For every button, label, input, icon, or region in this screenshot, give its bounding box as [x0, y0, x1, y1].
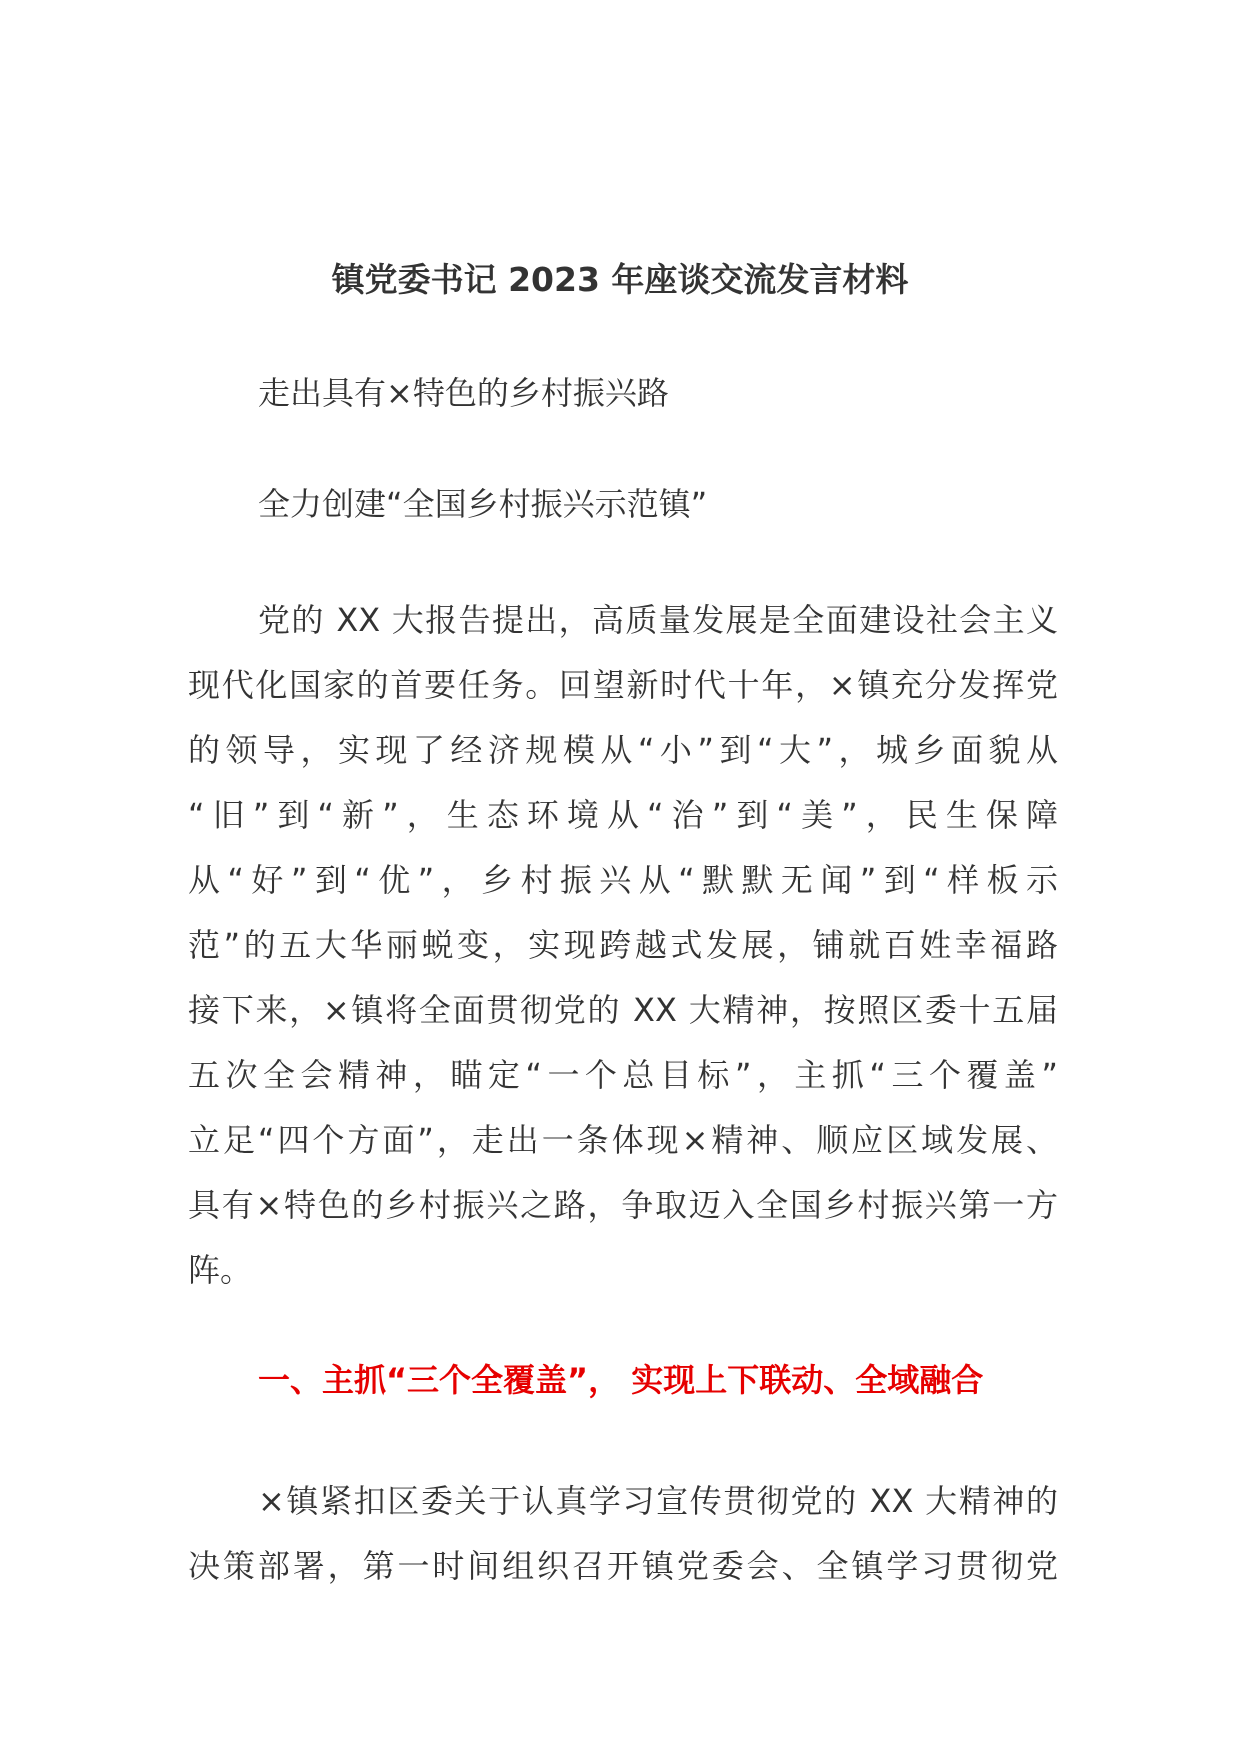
paragraph-line: 现代化国家的首要任务。回望新时代十年，×镇充分发挥党 — [188, 666, 1058, 704]
paragraph-line: 决策部署，第一时间组织召开镇党委会、全镇学习贯彻党 — [188, 1547, 1058, 1585]
body-paragraph-1 — [188, 588, 1058, 1303]
paragraph-line: 从“好”到“优”，乡村振兴从“默默无闻”到“样板示 — [188, 861, 1058, 899]
body-paragraph-2 — [188, 1469, 1058, 1599]
paragraph-line: 阵。 — [188, 1251, 253, 1289]
paragraph-line: 党的 XX 大报告提出，高质量发展是全面建设社会主义 — [258, 601, 1058, 639]
paragraph-line: 具有×特色的乡村振兴之路，争取迈入全国乡村振兴第一方 — [188, 1186, 1058, 1224]
paragraph-line: 范”的五大华丽蜕变，实现跨越式发展，铺就百姓幸福路 — [188, 926, 1058, 964]
paragraph-line: “旧”到“新”，生态环境从“治”到“美”，民生保障 — [188, 796, 1058, 834]
subtitle-2: 全力创建“全国乡村振兴示范镇” — [258, 485, 708, 523]
paragraph-line: ×镇紧扣区委关于认真学习宣传贯彻党的 XX 大精神的 — [258, 1482, 1058, 1520]
subtitle-1: 走出具有×特色的乡村振兴路 — [258, 374, 669, 412]
paragraph-line: 接下来，×镇将全面贯彻党的 XX 大精神，按照区委十五届 — [188, 991, 1058, 1029]
paragraph-line: 立足“四个方面”，走出一条体现×精神、顺应区域发展、 — [188, 1121, 1058, 1159]
document-title: 镇党委书记 2023 年座谈交流发言材料 — [331, 260, 909, 299]
paragraph-line: 的领导，实现了经济规模从“小”到“大”，城乡面貌从 — [188, 731, 1058, 769]
section-heading: 一、主抓“三个全覆盖”， 实现上下联动、全域融合 — [258, 1361, 984, 1399]
paragraph-line: 五次全会精神，瞄定“一个总目标”，主抓“三个覆盖” — [188, 1056, 1058, 1094]
